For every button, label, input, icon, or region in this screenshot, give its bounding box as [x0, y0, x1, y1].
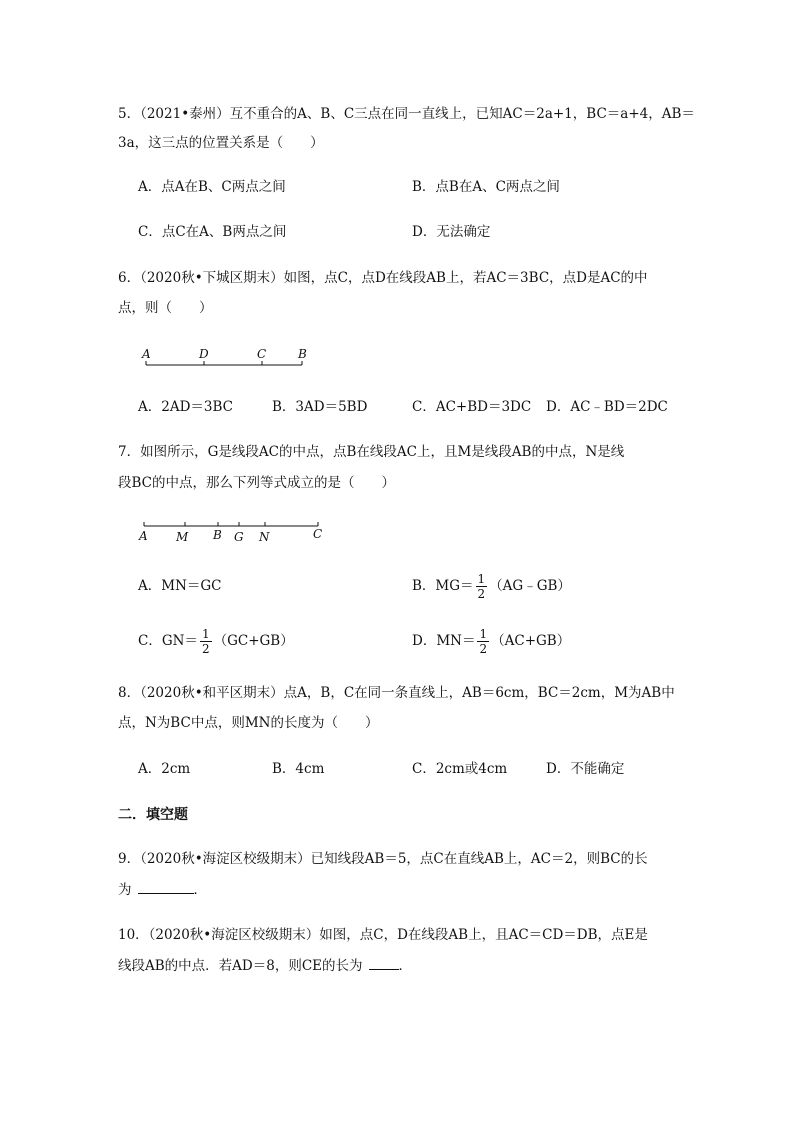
q8-option-b: B．4cm [272, 761, 325, 777]
q7-option-c-rhs: （GC+GB） [213, 633, 294, 649]
q10-answer-blank[interactable] [369, 955, 399, 970]
q7-label-b: B [213, 528, 222, 542]
q7-option-c-fraction [200, 627, 212, 656]
q7-option-b-rhs: （AG﹣GB） [489, 578, 571, 594]
q6-stem-line1: 6．（2020秋•下城区期末）如图，点C，点D在线段AB上，若AC＝3BC，点D是AC的中 [118, 270, 648, 286]
q7-option-a: A．MN＝GC [138, 578, 222, 594]
q5-option-a: A．点A在B、C两点之间 [138, 179, 286, 195]
q7-option-b [412, 568, 571, 604]
q9-line2-end: ． [193, 882, 207, 898]
q6-stem-line2: 点，则（ ） [118, 300, 213, 316]
q8-option-a: A．2cm [138, 761, 191, 777]
q7-option-d-fraction [477, 627, 489, 656]
q7-option-c-lhs: C．GN＝ [138, 633, 198, 649]
q5-option-b: B．点B在A、C两点之间 [412, 179, 560, 195]
fraction-numerator: 1 [479, 627, 488, 641]
q6-label-a: A [142, 347, 151, 361]
q7-label-a: A [139, 529, 148, 543]
q5-option-d: D．无法确定 [412, 224, 491, 240]
q7-option-d [412, 623, 570, 659]
q7-label-c: C [313, 527, 323, 541]
q5-option-c: C．点C在A、B两点之间 [138, 224, 287, 240]
fraction-denominator: 2 [477, 587, 486, 601]
q9-answer-blank[interactable] [138, 879, 194, 894]
q6-segment-figure [138, 342, 318, 372]
q5-stem-line2: 3a，这三点的位置关系是（ ） [118, 135, 324, 151]
q9-stem-line1: 9．（2020秋•海淀区校级期末）已知线段AB＝5，点C在直线AB上，AC＝2，则BC的长 [118, 851, 648, 867]
q10-stem-line1: 10．（2020秋•海淀区校级期末）如图，点C，D在线段AB上，且AC＝CD＝DB，点E是 [118, 927, 648, 943]
q8-stem-line1: 8．（2020秋•和平区期末）点A，B，C在同一条直线上，AB＝6cm，BC＝2cm，M为AB中 [118, 685, 675, 701]
q7-segment-figure [138, 515, 328, 545]
q9-stem-line2 [118, 879, 207, 900]
fraction-denominator: 2 [201, 642, 210, 656]
q10-line2-end: ． [398, 958, 413, 974]
q7-label-n: N [259, 530, 270, 544]
section-heading: 二．填空题 [118, 807, 188, 823]
q6-label-d: D [199, 347, 209, 361]
q5-stem-line1: 5．（2021•泰州）互不重合的A、B、C三点在同一直线上，已知AC＝2a+1，BC＝a+4，AB＝ [118, 106, 695, 122]
q7-label-g: G [234, 530, 244, 544]
q6-option-c: C．AC+BD＝3DC [412, 399, 532, 415]
fraction-denominator: 2 [479, 642, 488, 656]
q6-option-d: D．AC﹣BD＝2DC [546, 399, 668, 415]
fraction-numerator: 1 [477, 572, 486, 586]
q7-stem-line1: 7．如图所示，G是线段AC的中点，点B在线段AC上，且M是线段AB的中点，N是线 [118, 444, 625, 460]
q10-line2-text: 线段AB的中点．若AD＝8，则CE的长为 [118, 958, 363, 974]
q7-option-d-lhs: D．MN＝ [412, 633, 476, 649]
q7-option-b-fraction [476, 572, 488, 601]
fraction-numerator: 1 [201, 627, 210, 641]
q7-option-d-rhs: （AC+GB） [491, 633, 571, 649]
q6-option-a: A．2AD＝3BC [138, 399, 234, 415]
q6-label-b: B [298, 347, 307, 361]
q8-stem-line2: 点，N为BC中点，则MN的长度为（ ） [118, 715, 379, 731]
q10-stem-line2 [118, 955, 412, 976]
q7-stem-line2: 段BC的中点，那么下列等式成立的是（ ） [118, 475, 395, 491]
q6-option-b: B．3AD＝5BD [272, 399, 368, 415]
q7-label-m: M [176, 530, 189, 544]
q7-option-c [138, 623, 294, 659]
q9-line2-text: 为 [118, 882, 132, 898]
q8-option-d: D．不能确定 [546, 761, 625, 777]
q6-label-c: C [257, 347, 267, 361]
q7-option-b-lhs: B．MG＝ [412, 578, 474, 594]
q8-option-c: C．2cm或4cm [412, 761, 508, 777]
